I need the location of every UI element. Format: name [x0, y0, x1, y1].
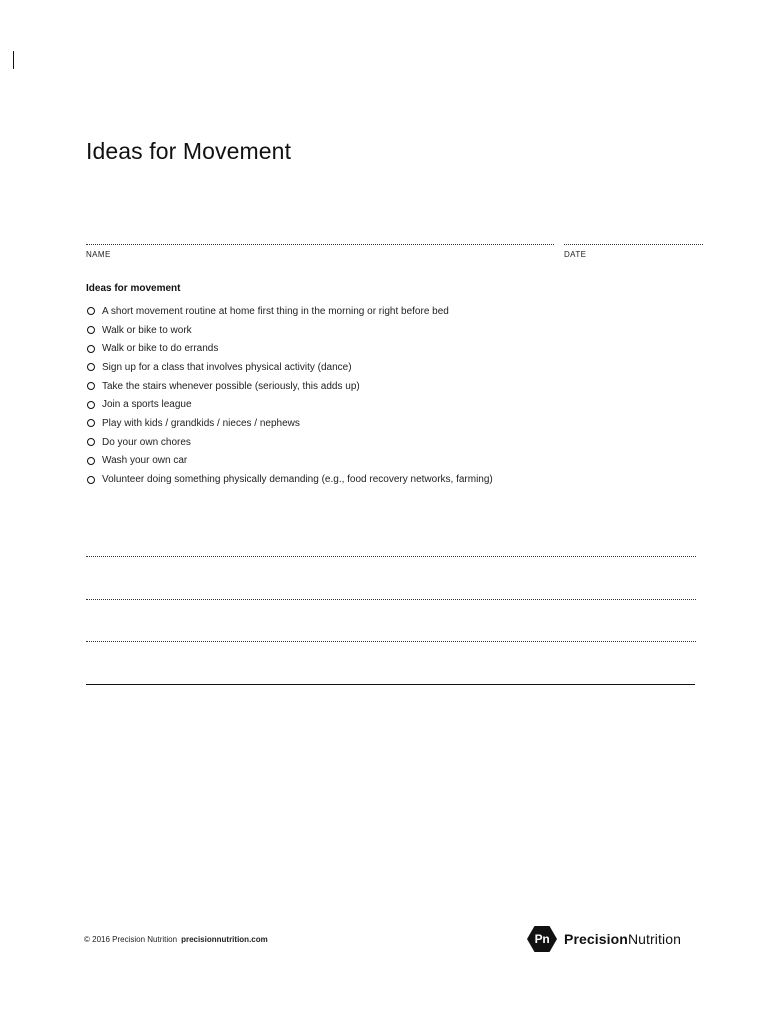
list-item[interactable] — [86, 395, 493, 414]
date-label: DATE — [564, 250, 587, 259]
list-item[interactable] — [86, 433, 493, 452]
list-item-label: Walk or bike to do errands — [102, 343, 219, 355]
name-field[interactable] — [86, 236, 554, 259]
brand-name-second: Nutrition — [627, 931, 681, 947]
list-item-label: Join a sports league — [102, 399, 192, 411]
list-item[interactable] — [86, 414, 493, 433]
list-item[interactable] — [86, 321, 493, 340]
website-link[interactable]: precisionnutrition.com — [181, 935, 268, 944]
list-item-label: Take the stairs whenever possible (seriously, this adds up) — [102, 380, 360, 392]
text-cursor — [13, 51, 14, 69]
name-label: NAME — [86, 250, 111, 259]
date-entry-line[interactable] — [564, 236, 703, 245]
list-item[interactable] — [86, 470, 493, 489]
list-item-label: Do your own chores — [102, 436, 191, 448]
list-item[interactable] — [86, 358, 493, 377]
list-item[interactable] — [86, 377, 493, 396]
list-item[interactable] — [86, 339, 493, 358]
notes-line[interactable] — [86, 641, 696, 642]
logo-mark-text: Pn — [534, 932, 550, 946]
checkbox-circle-icon[interactable] — [87, 438, 95, 446]
list-item[interactable] — [86, 302, 493, 321]
name-entry-line[interactable] — [86, 236, 554, 245]
list-item-label: Sign up for a class that involves physical activity (dance) — [102, 361, 352, 373]
checkbox-circle-icon[interactable] — [87, 363, 95, 371]
section-heading: Ideas for movement — [86, 283, 181, 294]
list-item-label: Walk or bike to work — [102, 324, 192, 336]
brand-name — [564, 931, 681, 947]
page-title: Ideas for Movement — [86, 138, 292, 164]
checkbox-circle-icon[interactable] — [87, 382, 95, 390]
checkbox-circle-icon[interactable] — [87, 476, 95, 484]
notes-line[interactable] — [86, 599, 696, 600]
checkbox-circle-icon[interactable] — [87, 307, 95, 315]
checkbox-circle-icon[interactable] — [87, 326, 95, 334]
checkbox-circle-icon[interactable] — [87, 457, 95, 465]
checkbox-circle-icon[interactable] — [87, 419, 95, 427]
list-item-label: A short movement routine at home first thing in the morning or right before bed — [102, 305, 449, 317]
brand-logo — [527, 926, 681, 952]
notes-line[interactable] — [86, 556, 696, 557]
brand-name-first: Precision — [564, 931, 628, 947]
list-item-label: Volunteer doing something physically demanding (e.g., food recovery networks, farming) — [102, 474, 493, 486]
movement-ideas-checklist — [86, 302, 493, 489]
list-item-label: Play with kids / grandkids / nieces / nephews — [102, 417, 300, 429]
list-item-label: Wash your own car — [102, 455, 188, 467]
copyright-text: © 2016 Precision Nutrition — [84, 935, 178, 944]
pn-logo-icon — [527, 926, 557, 952]
footer-copyright — [84, 935, 268, 944]
list-item[interactable] — [86, 452, 493, 471]
checkbox-circle-icon[interactable] — [87, 345, 95, 353]
checkbox-circle-icon[interactable] — [87, 401, 95, 409]
divider-rule — [86, 684, 695, 685]
date-field[interactable] — [564, 236, 703, 259]
